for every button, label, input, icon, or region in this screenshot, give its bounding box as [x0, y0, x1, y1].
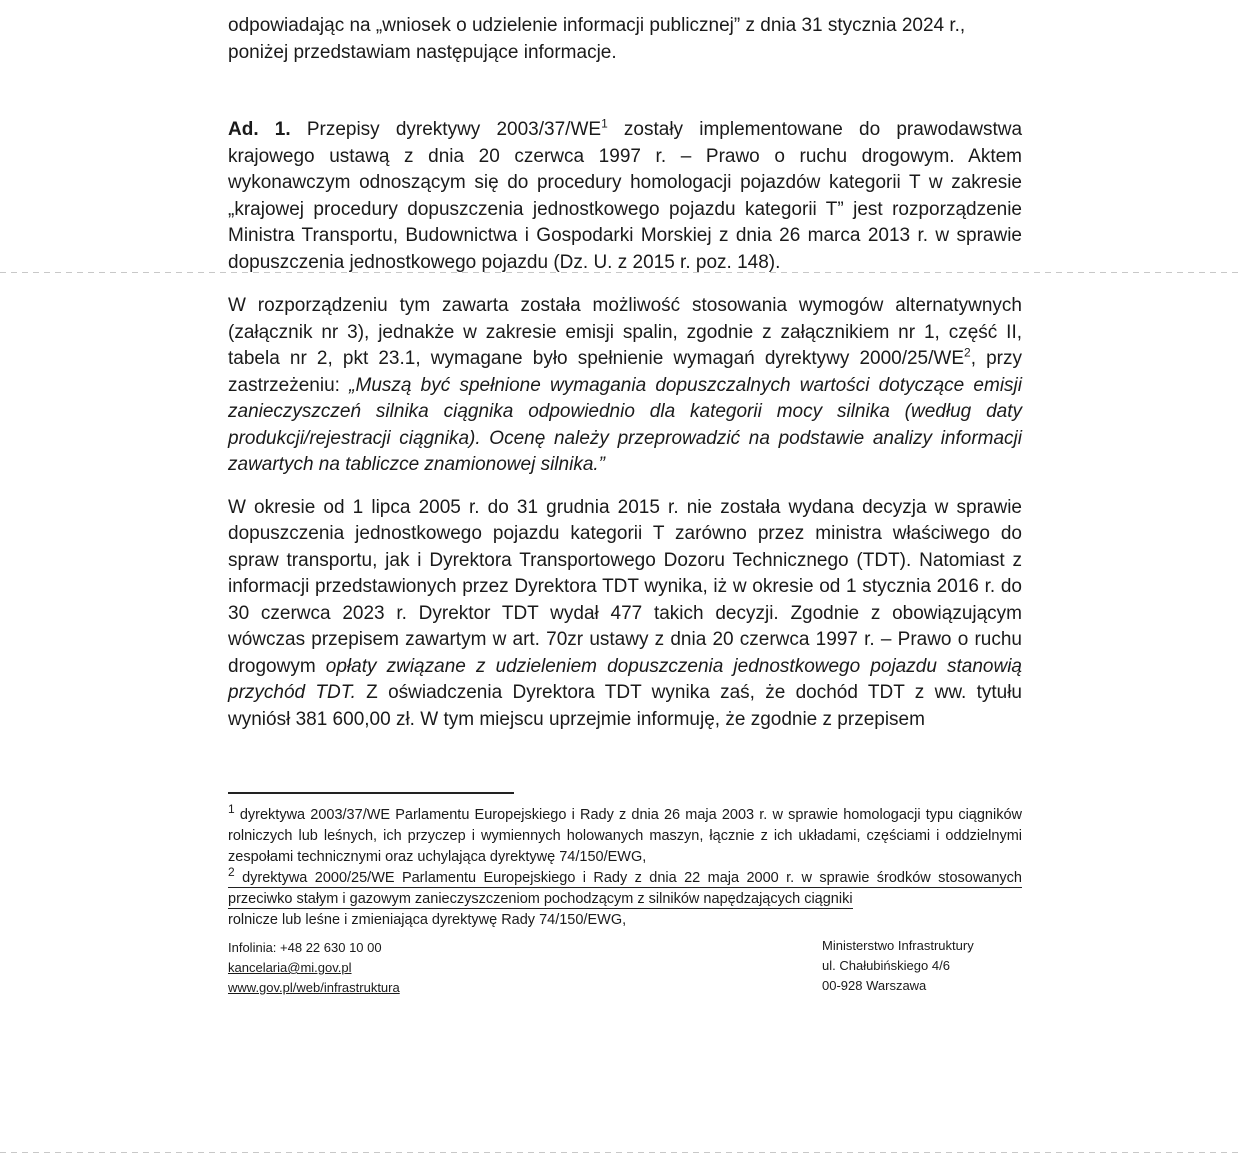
footnote-text: rolnicze lub leśne i zmieniająca dyrektywę Rady 74/150/EWG,: [228, 912, 627, 928]
footnote-ref[interactable]: 1: [601, 116, 608, 131]
paragraph-text: Z oświadczenia Dyrektora TDT wynika zaś, że dochód TDT z ww. tytułu wyniósł 381 600,00 zł. W tym miejscu uprzejmie informuję, że zgodnie z przepisem: [228, 682, 1022, 730]
footer-contact: [228, 938, 400, 998]
quoted-text: „Muszą być spełnione wymagania dopuszczalnych wartości dotyczące emisji zanieczyszczeń silnika ciągnika odpowiednio dla kategorii mocy silnika (według daty produkcji/rejestracji ciągnika). Ocenę należy przeprowadzić na podstawie analizy informacji zawartych na tabliczce znamionowej silnika.”: [228, 374, 1022, 475]
intro-line: poniżej przedstawiam następujące informacje.: [228, 42, 617, 63]
paragraph-text: Przepisy dyrektywy 2003/37/WE: [290, 119, 602, 140]
footnote-ref[interactable]: 2: [964, 345, 971, 360]
paragraph-decisions: [228, 495, 1022, 734]
document-body: [228, 12, 1022, 733]
paragraph-text: W rozporządzeniu tym zawarta została możliwość stosowania wymogów alternatywnych (załącznik nr 3), jednakże w zakresie emisji spalin, zgodnie z załącznikiem nr 1, część II, tabela nr 2, pkt 23.1, wymagane było spełnienie wymagań dyrektywy 2000/25/WE: [228, 295, 1022, 369]
section-label: Ad. 1.: [228, 119, 291, 140]
paragraph-ad1: [228, 117, 1022, 276]
footer-phone: Infolinia: +48 22 630 10 00: [228, 940, 382, 955]
footnote-underlined-part: [228, 865, 1022, 909]
italic-text: opłaty związane z udzieleniem dopuszczenia jednostkowego pojazdu stanowią przychód TDT.: [228, 655, 1023, 703]
footnote-text: dyrektywa 2000/25/WE Parlamentu Europejskiego i Rady z dnia 22 maja 2000 r. w sprawie środków stosowanych przeciwko stałym i gazowym zanieczyszczeniom pochodzącym z silników napędzających ciągniki: [228, 870, 1022, 907]
intro-paragraph: [228, 12, 1022, 66]
footnotes: [228, 802, 1022, 931]
footnote-separator: [228, 792, 514, 794]
scan-artifact-line: [0, 1152, 1240, 1153]
footer-website-link[interactable]: www.gov.pl/web/infrastruktura: [228, 980, 400, 995]
footnote-mark: 2: [228, 865, 235, 880]
footnote-1: [228, 802, 1022, 868]
paragraph-text: zostały implementowane do prawodawstwa krajowego ustawą z dnia 20 czerwca 1997 r. – Prawo o ruchu drogowym. Aktem wykonawczym odnoszącym się do procedury homologacji pojazdów kategorii T w zakresie „krajowej procedury dopuszczenia jednostkowego pojazdu kategorii T” jest rozporządzenie Ministra Transportu, Budownictwa i Gospodarki Morskiej z dnia 26 marca 2013 r. w sprawie dopuszczenia jednostkowego pojazdu (Dz. U. z 2015 r. poz. 148).: [228, 119, 1023, 273]
paragraph-text: W okresie od 1 lipca 2005 r. do 31 grudnia 2015 r. nie została wydana decyzja w sprawie dopuszczenia jednostkowego pojazdu kategorii T zarówno przez ministra właściwego do spraw transportu, jak i Dyrektora Transportowego Dozoru Technicznego (TDT). Natomiast z informacji przedstawionych przez Dyrektora TDT wynika, iż w okresie od 1 stycznia 2016 r. do 30 czerwca 2023 r. Dyrektor TDT wydał 477 takich decyzji. Zgodnie z obowiązującym wówczas przepisem zawartym w art. 70zr ustawy z dnia 20 czerwca 1997 r. – Prawo o ruchu drogowym: [228, 496, 1022, 677]
footnote-2: [228, 865, 1022, 931]
footer-org-name: Ministerstwo Infrastruktury: [822, 938, 974, 953]
footer-address: [822, 936, 974, 996]
footer-email-link[interactable]: kancelaria@mi.gov.pl: [228, 960, 352, 975]
paragraph-text: , przy zastrzeżeniu:: [228, 348, 1023, 396]
footnote-text: dyrektywa 2003/37/WE Parlamentu Europejskiego i Rady z dnia 26 maja 2003 r. w sprawie homologacji typu ciągników rolniczych lub leśnych, ich przyczep i wymiennych holowanych maszyn, łącznie z ich układami, częściami i oddzielnymi zespołami technicznymi oraz uchylająca dyrektywę 74/150/EWG,: [228, 807, 1022, 865]
footer-street: ul. Chałubińskiego 4/6: [822, 958, 950, 973]
intro-line: odpowiadając na „wniosek o udzielenie informacji publicznej” z dnia 31 stycznia 2024 r.,: [228, 15, 966, 36]
footer-city: 00-928 Warszawa: [822, 978, 927, 993]
paragraph-regulation: [228, 293, 1022, 479]
footnote-mark: 1: [228, 802, 235, 817]
